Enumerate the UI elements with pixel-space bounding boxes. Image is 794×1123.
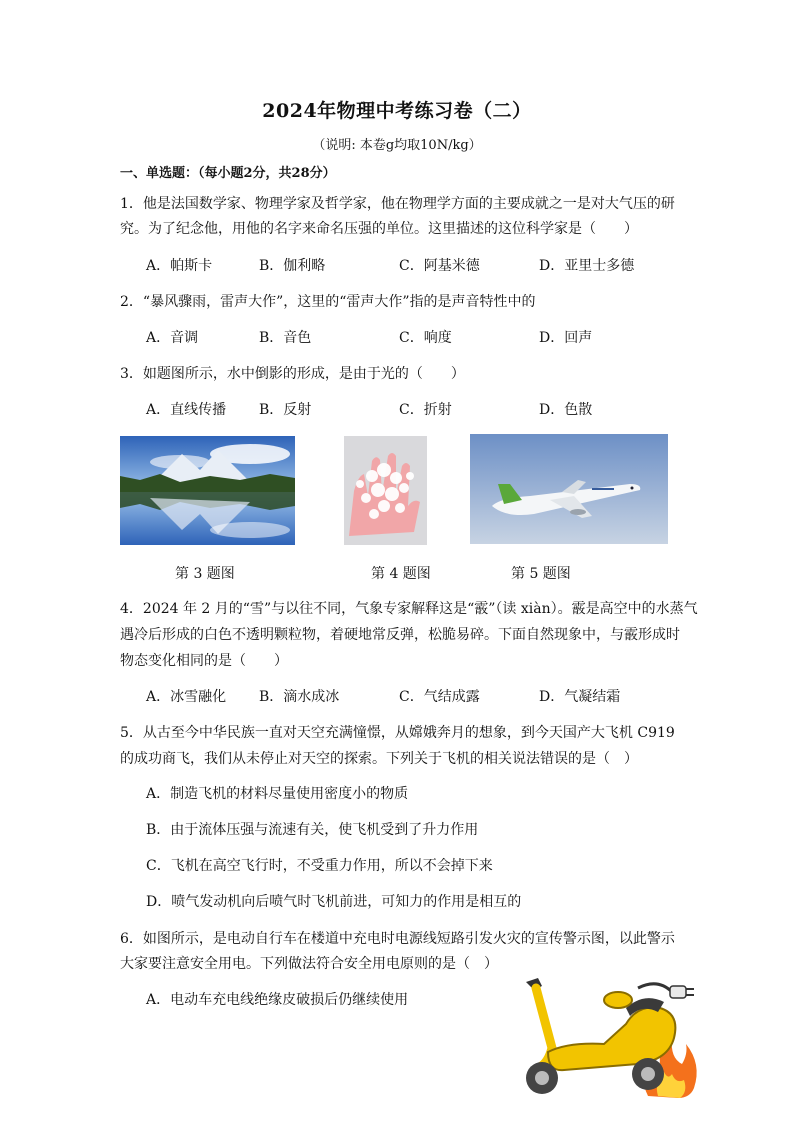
figure-5-caption: 第 5 题图	[511, 566, 571, 582]
q2-line1: 2．“暴风骤雨，雷声大作”，这里的“雷声大作”指的是声音特性中的	[120, 294, 536, 310]
figure-3-caption: 第 3 题图	[175, 566, 235, 582]
q1-line2: 究。为了纪念他，用他的名字来命名压强的单位。这里描述的这位科学家是（ ）	[120, 221, 638, 237]
q2-option-a: A．音调	[146, 330, 199, 346]
q4-option-d: D．气凝结霜	[539, 689, 621, 705]
q3-line1: 3．如题图所示，水中倒影的形成，是由于光的（ ）	[120, 366, 465, 382]
page-title: 2024年物理中考练习卷（二）	[262, 100, 532, 122]
section-heading: 一、单选题：（每小题2分，共28分）	[120, 166, 336, 181]
figure-4-hand-graupel	[344, 436, 427, 545]
figure-5-airplane	[470, 434, 668, 544]
q4-line2: 遇冷后形成的白色不透明颗粒物，着硬地常反弹，松脆易碎。下面自然现象中，与霰形成时	[120, 627, 680, 643]
figure-3-lake-reflection	[120, 436, 295, 545]
q4-line1: 4．2024 年 2 月的“雪”与以往不同，气象专家解释这是“霰”（读 xiàn）。霰是高空中的水蒸气	[120, 601, 698, 617]
q5-option-d: D．喷气发动机向后喷气时飞机前进，可知力的作用是相互的	[146, 894, 522, 910]
q5-option-b: B．由于流体压强与流速有关，使飞机受到了升力作用	[146, 822, 479, 838]
q4-line3: 物态变化相同的是（ ）	[120, 653, 288, 669]
q2-option-c: C．响度	[399, 330, 452, 346]
q5-option-a: A．制造飞机的材料尽量使用密度小的物质	[146, 786, 409, 802]
q1-option-d: D．亚里士多德	[539, 258, 635, 274]
q1-option-c: C．阿基米德	[399, 258, 480, 274]
q6-line2: 大家要注意安全用电。下列做法符合安全用电原则的是（ ）	[120, 956, 498, 972]
figure-4-caption: 第 4 题图	[371, 566, 431, 582]
q4-option-b: B．滴水成冰	[259, 689, 340, 705]
figure-6-scooter-fire	[508, 968, 702, 1100]
q5-option-c: C．飞机在高空飞行时，不受重力作用，所以不会掉下来	[146, 858, 493, 874]
q6-option-a: A．电动车充电线绝缘皮破损后仍继续使用	[146, 992, 409, 1008]
q3-option-b: B．反射	[259, 402, 312, 418]
q4-option-a: A．冰雪融化	[146, 689, 227, 705]
q4-option-c: C．气结成露	[399, 689, 480, 705]
q5-line1: 5．从古至今中华民族一直对天空充满憧憬，从嫦娥奔月的想象，到今天国产大飞机 C919	[120, 725, 675, 741]
q5-line2: 的成功商飞，我们从未停止对天空的探索。下列关于飞机的相关说法错误的是（ ）	[120, 751, 638, 767]
page-note: （说明: 本卷g均取10N/kg）	[312, 138, 482, 153]
q1-option-b: B．伽利略	[259, 258, 326, 274]
q3-option-c: C．折射	[399, 402, 452, 418]
q2-option-d: D．回声	[539, 330, 593, 346]
q6-line1: 6．如图所示，是电动自行车在楼道中充电时电源线短路引发火灾的宣传警示图，以此警示	[120, 931, 675, 947]
q3-option-a: A．直线传播	[146, 402, 227, 418]
q3-option-d: D．色散	[539, 402, 593, 418]
q1-line1: 1．他是法国数学家、物理学家及哲学家，他在物理学方面的主要成就之一是对大气压的研	[120, 196, 675, 212]
q1-option-a: A．帕斯卡	[146, 258, 213, 274]
q2-option-b: B．音色	[259, 330, 312, 346]
